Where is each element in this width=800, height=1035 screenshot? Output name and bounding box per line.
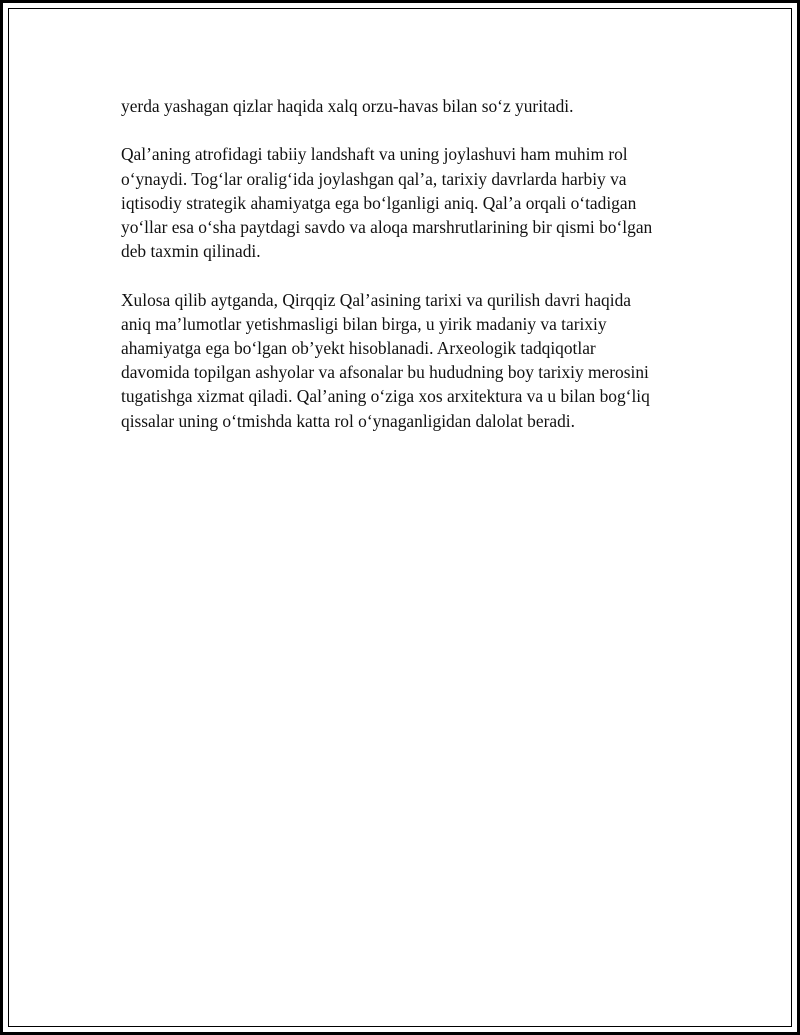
paragraph-conclusion: Xulosa qilib aytganda, Qirqqiz Qal’asining tarixi va qurilish davri haqida aniq ma’lumotlar yetishmasligi bilan birga, u yirik madaniy va tarixiy ahamiyatga ega bo‘lgan ob’yekt hisoblanadi. Arxeologik tadqiqotlar davomida topilgan ashyolar va afsonalar bu hududning boy tarixiy merosini tugatishga xizmat qiladi. Qal’aning o‘ziga xos arxitektura va u bilan bog‘liq qissalar uning o‘tmishda katta rol o‘ynaganligidan dalolat beradi. bbox=[121, 289, 650, 431]
paragraph-landscape: Qal’aning atrofidagi tabiiy landshaft va uning joylashuvi ham muhim rol o‘ynaydi. Tog‘lar oralig‘ida joylashgan qal’a, tarixiy davrlarda harbiy va iqtisodiy strategik ahamiyatga ega bo‘lganligi aniq. Qal’a orqali o‘tadigan yo‘llar esa o‘sha paytdagi savdo va aloqa marshrutlarining bir qismi bo‘lgan deb taxmin qilinadi. bbox=[121, 144, 653, 262]
paragraph-continuation: yerda yashagan qizlar haqida xalq orzu-havas bilan so‘z yuritadi. bbox=[121, 96, 574, 116]
page-body bbox=[121, 94, 693, 457]
